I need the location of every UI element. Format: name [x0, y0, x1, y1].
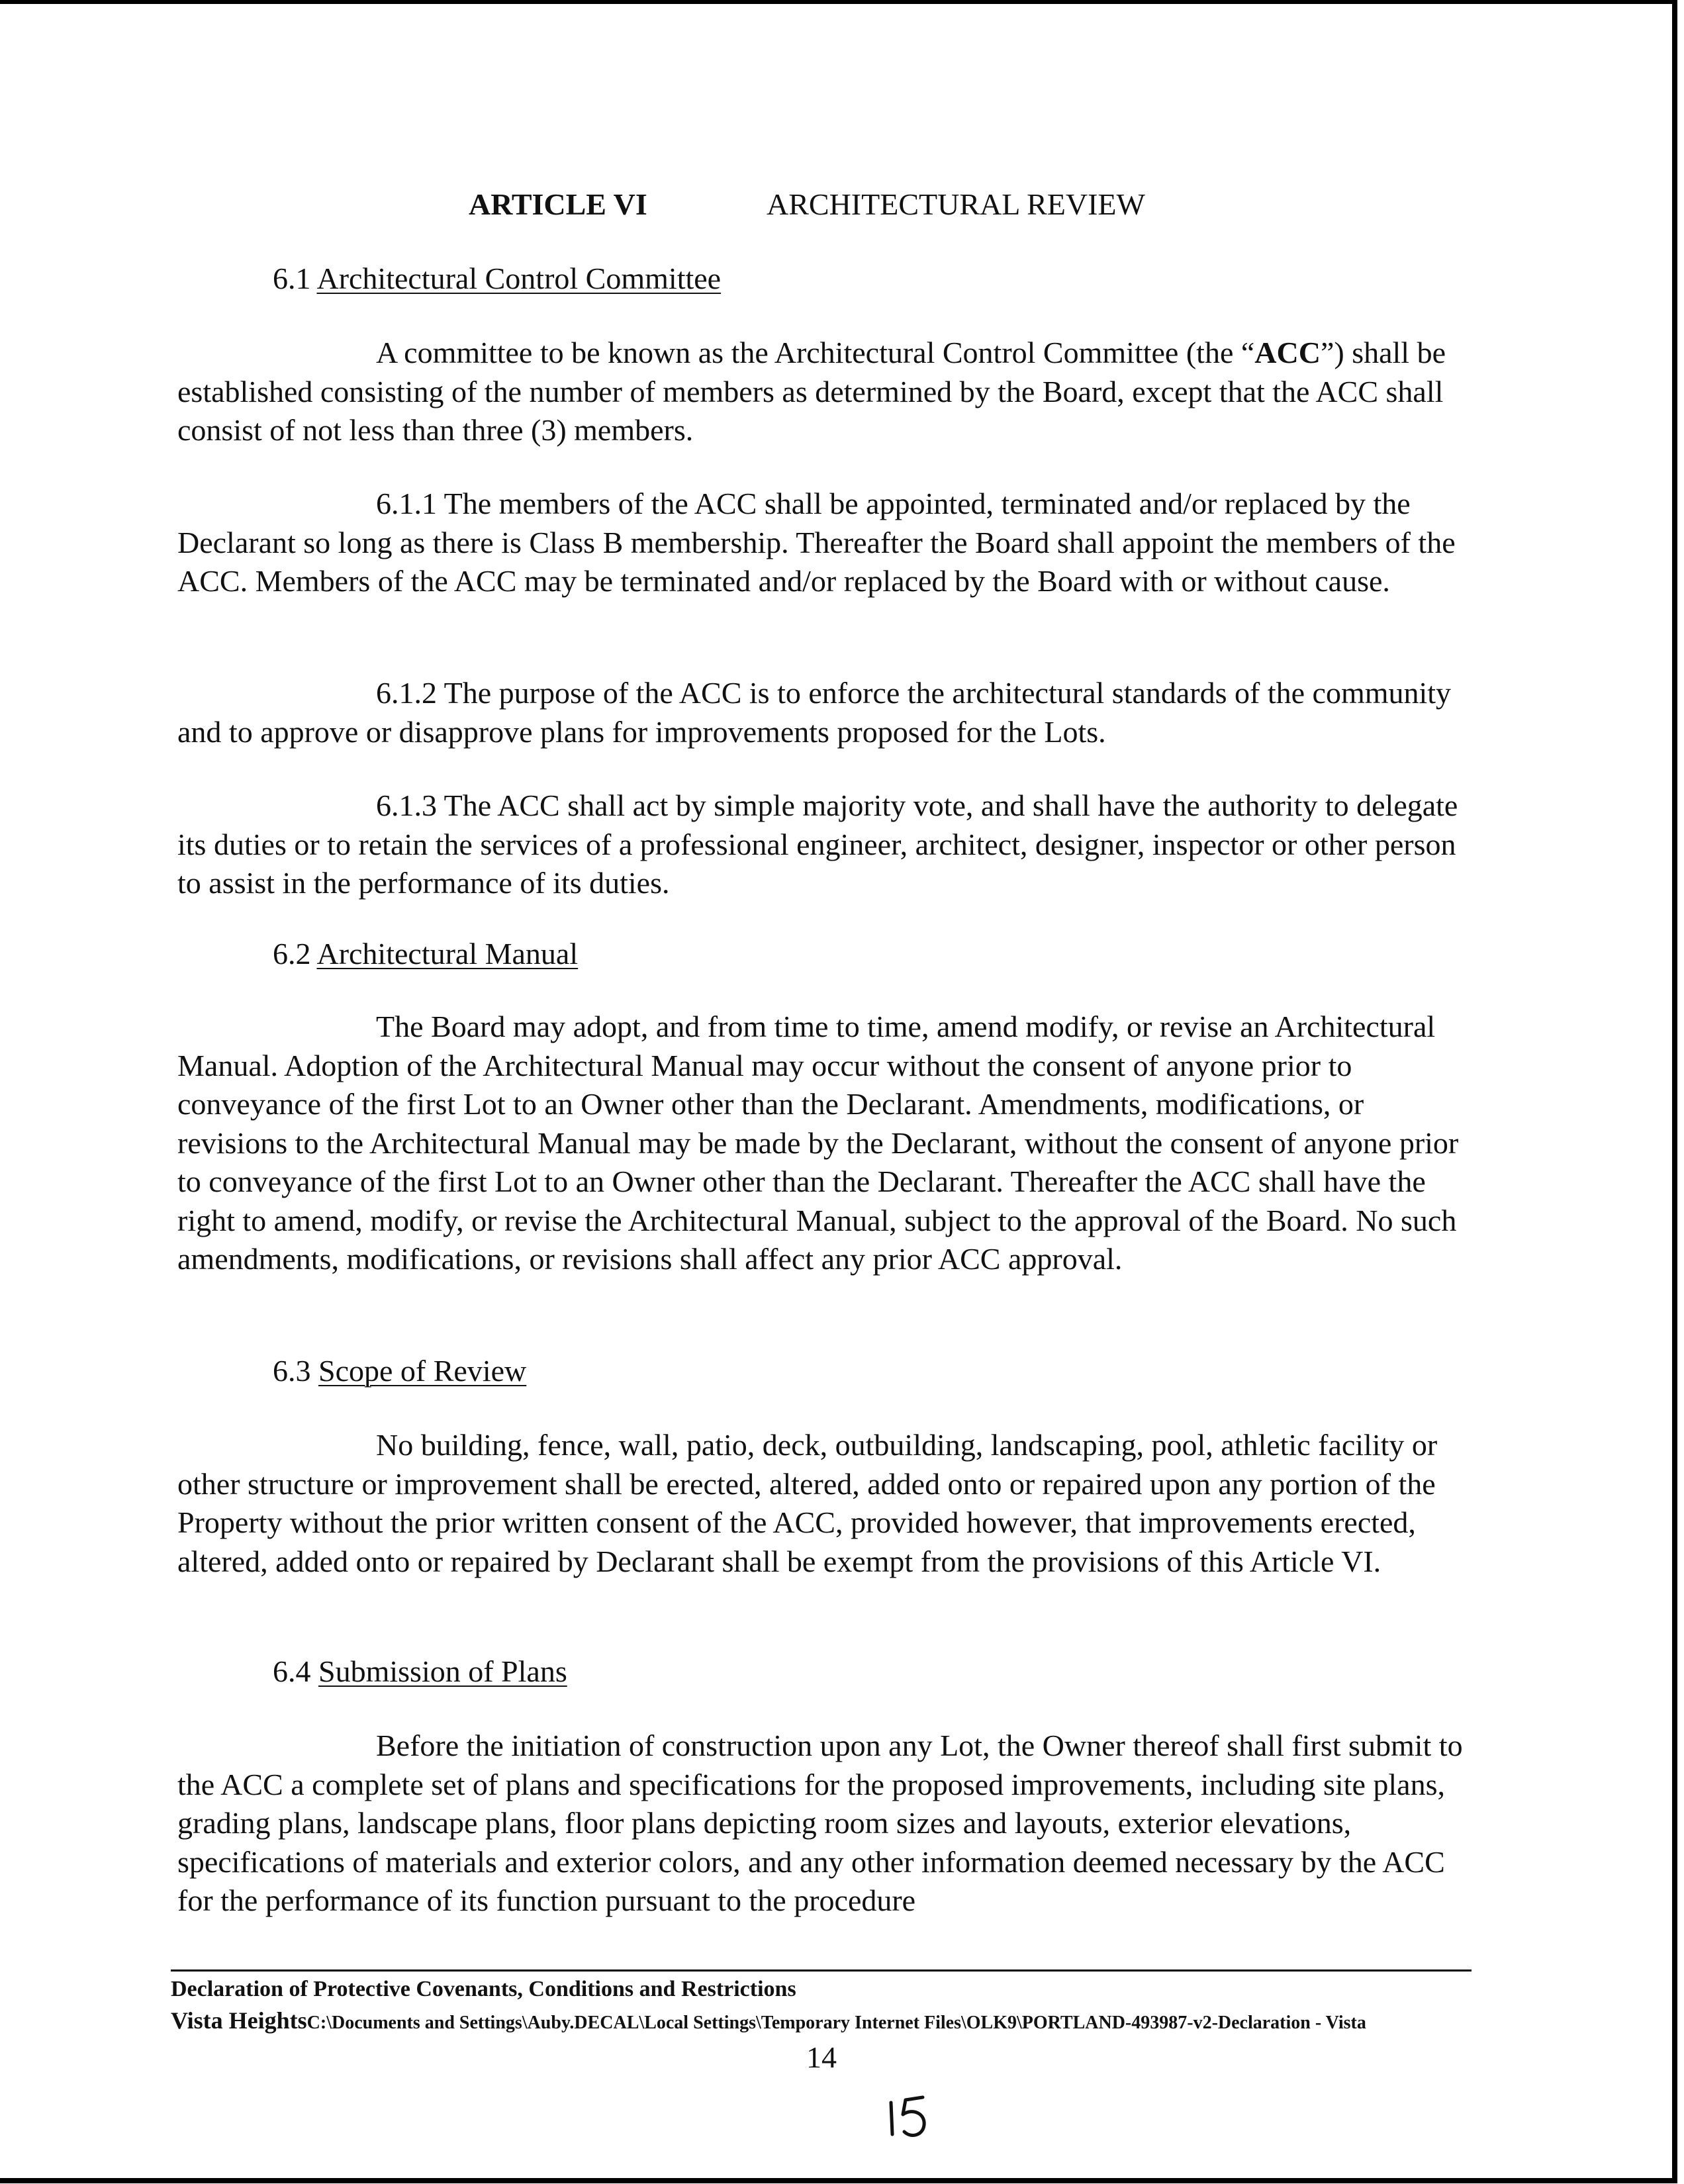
- paragraph-6-3: No building, fence, wall, patio, deck, outbuilding, landscaping, pool, athletic facility or other structure or improvement shall be erected, altered, added onto or repaired upon any portion of the Property without the prior written consent of the ACC, provided however, that improvements erected, altered, added onto or repaired by Declarant shall be exempt from the provisions of this Article VI.: [177, 1428, 1438, 1578]
- section-number: 6.3: [273, 1354, 311, 1388]
- article-heading: [469, 185, 1145, 224]
- section-6-3-heading: [273, 1352, 526, 1390]
- footer-path-text: C:\Documents and Settings\Auby.DECAL\Local Settings\Temporary Internet Files\OLK9\PORTLAND-493987-v2-Declaration - Vista: [306, 2013, 1366, 2033]
- section-6-4-heading: [273, 1652, 567, 1691]
- footer-document-title: Declaration of Protective Covenants, Conditions and Restrictions: [171, 1977, 796, 2001]
- section-number: 6.2: [273, 937, 311, 971]
- paragraph-6-1-intro: [177, 334, 1475, 450]
- paragraph-6-1-3: 6.1.3 The ACC shall act by simple majority vote, and shall have the authority to delegate its duties or to retain the services of a professional engineer, architect, designer, inspector or other person to assist in the performance of its duties.: [177, 788, 1458, 900]
- footer-project-name: Vista Heights: [171, 2007, 307, 2034]
- paragraph-6-4: Before the initiation of construction upon any Lot, the Owner thereof shall first submit to the ACC a complete set of plans and specifications for the proposed improvements, including site plans, grading plans, landscape plans, floor plans depicting room sizes and layouts, exterior elevations, specifications of materials and exterior colors, and any other information deemed necessary by the ACC for the performance of its function pursuant to the procedure: [177, 1729, 1463, 1917]
- paragraph-6-2: The Board may adopt, and from time to time, amend modify, or revise an Architectural Manual. Adoption of the Architectural Manual may occur without the consent of anyone prior to conveyance of the first Lot to an Owner other than the Declarant. Amendments, modifications, or revisions to the Architectural Manual may be made by the Declarant, without the consent of anyone prior to conveyance of the first Lot to an Owner other than the Declarant. Thereafter the ACC shall have the right to amend, modify, or revise the Architectural Manual, subject to the approval of the Board. No such amendments, modifications, or revisions shall affect any prior ACC approval.: [177, 1010, 1459, 1276]
- section-title: Architectural Manual: [316, 937, 579, 971]
- section-number: 6.1: [273, 261, 311, 295]
- paragraph-text: ”) shall be established consisting of the number of members as determined by the Board, except that the ACC shall consist of not less than three (3) members.: [177, 336, 1446, 447]
- section-title: Submission of Plans: [318, 1654, 567, 1688]
- paragraph-text: A committee to be known as the Architectural Control Committee (the “: [376, 336, 1255, 369]
- article-number: ARTICLE VI: [469, 187, 647, 221]
- section-6-1-heading: [273, 260, 721, 298]
- section-number: 6.4: [273, 1654, 311, 1688]
- acc-abbreviation: ACC: [1254, 336, 1321, 369]
- section-title: Scope of Review: [318, 1354, 527, 1388]
- page-number: 14: [806, 2040, 837, 2074]
- footer-divider: [171, 1970, 1472, 1971]
- paragraph-6-1-1: 6.1.1 The members of the ACC shall be appointed, terminated and/or replaced by the Declarant so long as there is Class B membership. Thereafter the Board shall appoint the members of the ACC. Members of the ACC may be terminated and/or replaced by the Board with or without cause.: [177, 487, 1456, 598]
- section-title: Architectural Control Committee: [316, 261, 722, 295]
- article-title: ARCHITECTURAL REVIEW: [767, 187, 1145, 221]
- paragraph-6-1-2: 6.1.2 The purpose of the ACC is to enforce the architectural standards of the community and to approve or disapprove plans for improvements proposed for the Lots.: [177, 676, 1452, 749]
- footer-file-path: [171, 2005, 1366, 2041]
- handwritten-page-number: [886, 2091, 932, 2144]
- section-6-2-heading: [273, 935, 578, 973]
